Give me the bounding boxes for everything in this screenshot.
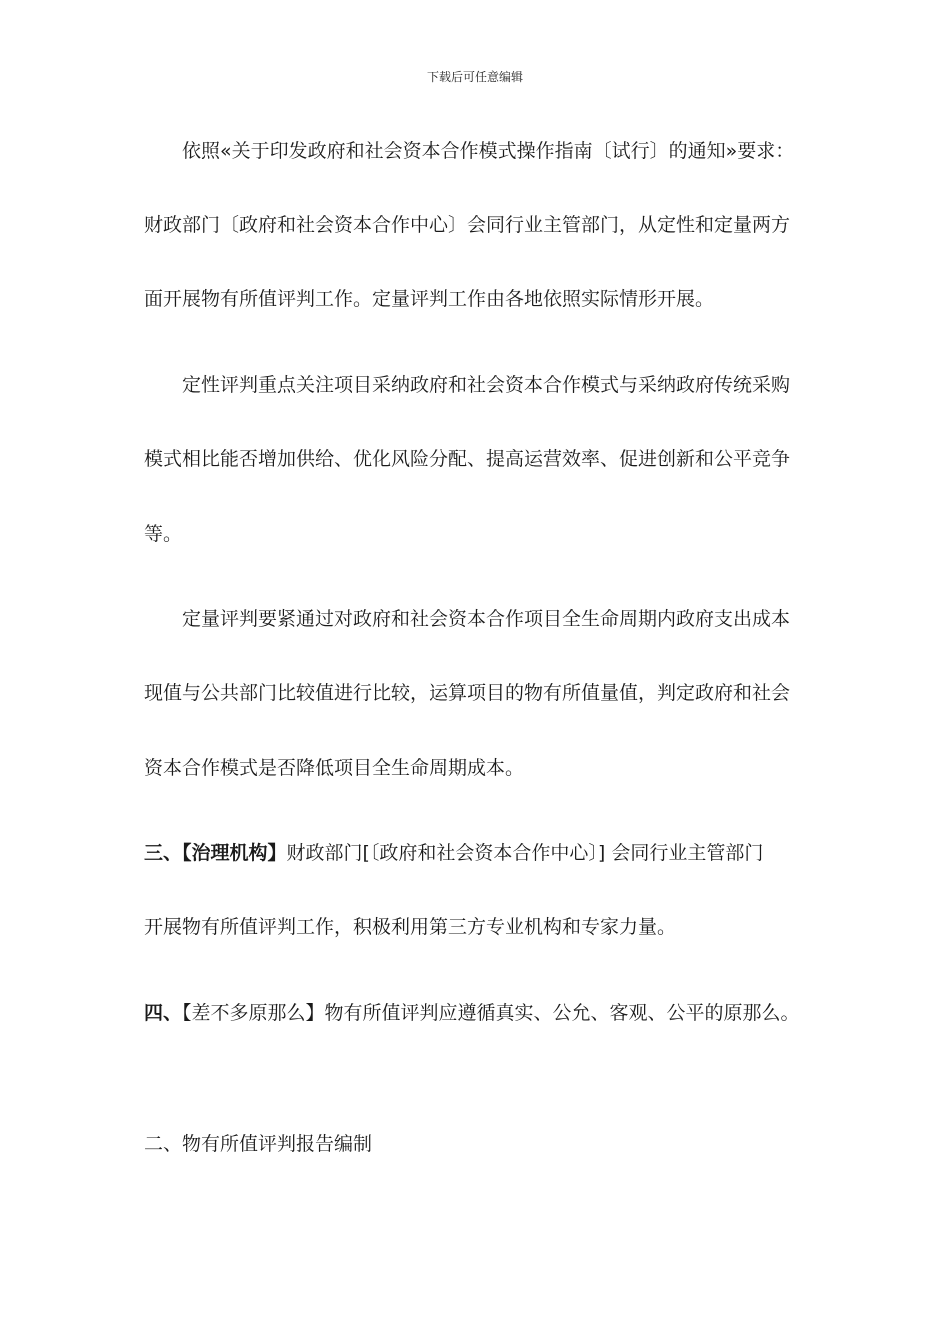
paragraph-line: 定量评判要紧通过对政府和社会资本合作项目全生命周期内政府支出成本 xyxy=(182,608,791,630)
paragraph-line: 定性评判重点关注项目采纳政府和社会资本合作模式与采纳政府传统采购 xyxy=(182,374,791,396)
item-3-text: 财政部门[〔政府和社会资本合作中心〕] 会同行业主管部门 xyxy=(286,842,764,864)
paragraph-line: 现值与公共部门比较值进行比较，运算项目的物有所值量值，判定政府和社会 xyxy=(144,682,791,704)
paragraph-line xyxy=(144,840,814,866)
paragraph-line: 资本合作模式是否降低项目全生命周期成本。 xyxy=(144,757,525,779)
paragraph-line: 依照«关于印发政府和社会资本合作模式操作指南〔试行〕的通知»要求： xyxy=(182,140,795,162)
paragraph-line: 模式相比能否增加供给、优化风险分配、提高运营效率、促进创新和公平竞争 xyxy=(144,448,791,470)
section-heading: 二、物有所值评判报告编制 xyxy=(144,1133,373,1155)
item-4-label: 四、 xyxy=(144,1002,183,1024)
header-note: 下载后可任意编辑 xyxy=(426,70,523,84)
paragraph-line: 面开展物有所值评判工作。定量评判工作由各地依照实际情形开展。 xyxy=(144,288,715,310)
item-3-label: 三、【治理机构】 xyxy=(144,842,287,864)
paragraph-line: 财政部门〔政府和社会资本合作中心〕会同行业主管部门，从定性和定量两方 xyxy=(144,214,791,236)
paragraph-line: 等。 xyxy=(144,523,183,545)
item-4-text: 【差不多原那么】物有所值评判应遵循真实、公允、客观、公平的原那么。 xyxy=(182,1002,800,1024)
paragraph-line xyxy=(144,1000,814,1026)
paragraph-line: 开展物有所值评判工作，积极利用第三方专业机构和专家力量。 xyxy=(144,916,677,938)
